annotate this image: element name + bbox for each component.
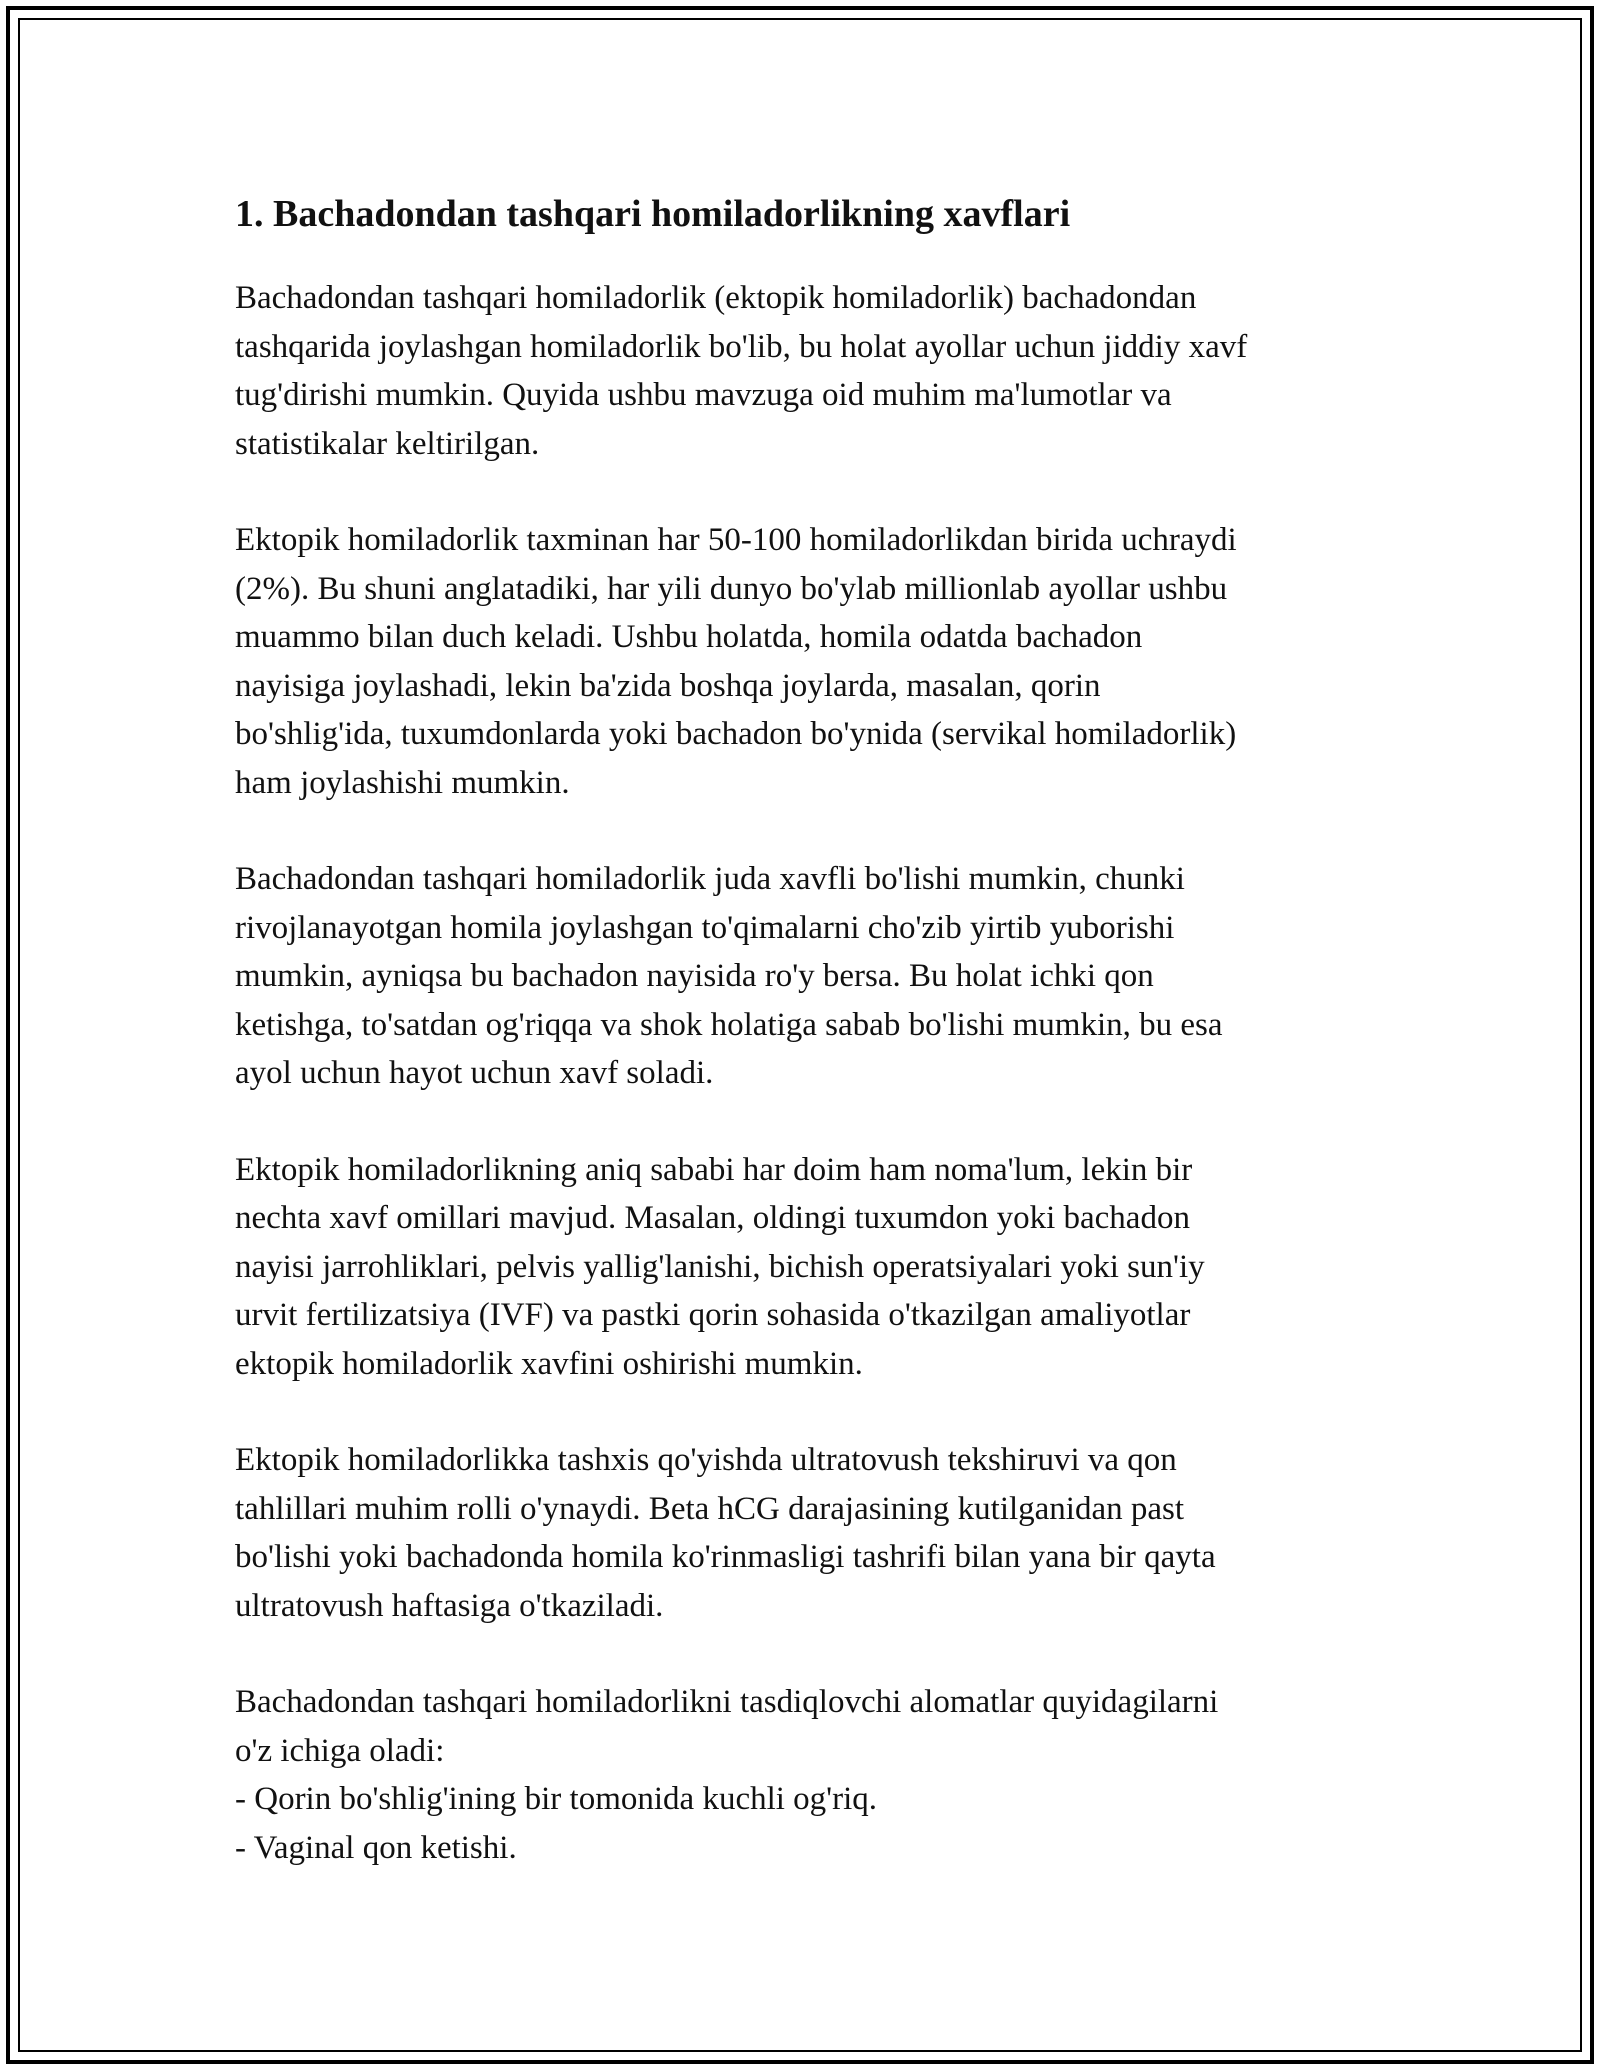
text-line: ketishga, to'satdan og'riqqa va shok holatiga sabab bo'lishi mumkin, bu esa [235, 1006, 1223, 1043]
paragraph-intro [235, 274, 1385, 468]
paragraph-frequency [235, 516, 1385, 807]
text-line: muammo bilan duch keladi. Ushbu holatda, homila odatda bachadon [235, 619, 1143, 655]
paragraph-symptoms [235, 1678, 1385, 1872]
text-line: tashqarida joylashgan homiladorlik bo'lib, bu holat ayollar uchun jiddiy xavf [235, 328, 1248, 365]
text-line: o'z ichiga oladi: [235, 1732, 445, 1769]
text-line: Ektopik homiladorlik taxminan har 50-100 homiladorlikdan birida uchraydi [235, 522, 1237, 558]
paragraph-danger [235, 855, 1385, 1098]
text-line: bo'shlig'ida, tuxumdonlarda yoki bachadon bo'ynida (servikal homiladorlik) [235, 716, 1237, 752]
text-line: nechta xavf omillari mavjud. Masalan, oldingi tuxumdon yoki bachadon [235, 1200, 1190, 1236]
text-line: (2%). Bu shuni anglatadiki, har yili dunyo bo'ylab millionlab ayollar ushbu [235, 570, 1228, 607]
text-line: ultratovush haftasiga o'tkaziladi. [235, 1587, 664, 1624]
text-line: Ektopik homiladorlikka tashxis qo'yishda ultratovush tekshiruvi va qon [235, 1442, 1177, 1478]
text-line: nayisi jarrohliklari, pelvis yallig'lanishi, bichish operatsiyalari yoki sun'iy [235, 1248, 1205, 1285]
paragraph-diagnosis [235, 1436, 1385, 1630]
text-line: ektopik homiladorlik xavfini oshirishi mumkin. [235, 1345, 863, 1382]
paragraph-risk-factors [235, 1146, 1385, 1389]
list-item: - Vaginal qon ketishi. [235, 1829, 517, 1866]
text-line: urvit fertilizatsiya (IVF) va pastki qorin sohasida o'tkazilgan amaliyotlar [235, 1297, 1191, 1333]
list-item: - Qorin bo'shlig'ining bir tomonida kuchli og'riq. [235, 1781, 878, 1817]
document-body [235, 186, 1385, 1920]
text-line: statistikalar keltirilgan. [235, 425, 540, 462]
text-line: ham joylashishi mumkin. [235, 764, 570, 801]
text-line: mumkin, ayniqsa bu bachadon nayisida ro'y bersa. Bu holat ichki qon [235, 958, 1154, 994]
text-line: Bachadondan tashqari homiladorlik (ektopik homiladorlik) bachadondan [235, 280, 1197, 316]
text-line: ayol uchun hayot uchun xavf soladi. [235, 1055, 714, 1091]
text-line: tug'dirishi mumkin. Quyida ushbu mavzuga oid muhim ma'lumotlar va [235, 377, 1172, 413]
text-line: nayisiga joylashadi, lekin ba'zida boshqa joylarda, masalan, qorin [235, 667, 1101, 704]
section-heading: 1. Bachadondan tashqari homiladorlikning xavflari [235, 193, 1071, 235]
text-line: rivojlanayotgan homila joylashgan to'qimalarni cho'zib yirtib yuborishi [235, 909, 1175, 946]
text-line: Bachadondan tashqari homiladorlik juda xavfli bo'lishi mumkin, chunki [235, 861, 1185, 897]
text-line: Bachadondan tashqari homiladorlikni tasdiqlovchi alomatlar quyidagilarni [235, 1684, 1219, 1720]
text-line: Ektopik homiladorlikning aniq sababi har doim ham noma'lum, lekin bir [235, 1151, 1193, 1188]
text-line: tahlillari muhim rolli o'ynaydi. Beta hCG darajasining kutilganidan past [235, 1490, 1185, 1527]
text-line: bo'lishi yoki bachadonda homila ko'rinmasligi tashrifi bilan yana bir qayta [235, 1539, 1216, 1575]
